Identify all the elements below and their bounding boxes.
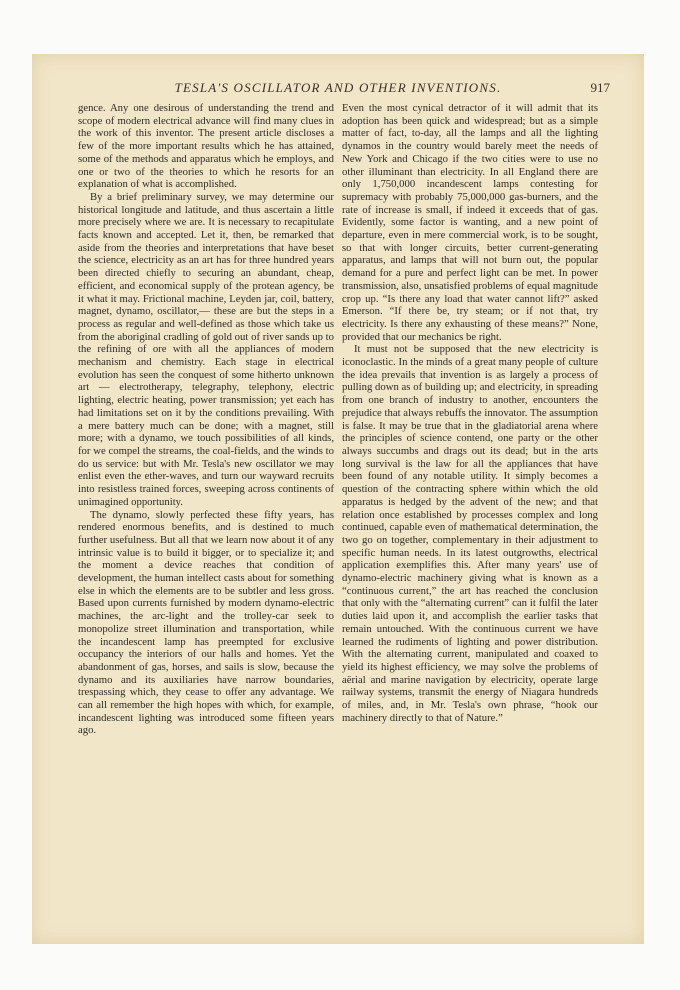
text-column-left	[78, 102, 334, 737]
paragraph: gence. Any one desirous of understanding the trend and scope of modern electrical advance will find many clues in the work of this inventor. The present article discloses a few of the more important results which he has attained, some of the methods and apparatus which he employs, and one or two of the theories to which he resorts for an explanation of what is accomplished.	[78, 102, 334, 191]
book-page	[32, 54, 644, 944]
running-title: TESLA'S OSCILLATOR AND OTHER INVENTIONS.	[174, 80, 502, 95]
paragraph: It must not be supposed that the new electricity is iconoclastic. In the minds of a great many people of culture the idea prevails that invention is as largely a process of pulling down as of building up; and electricity, in spreading from one branch of industry to another, encounters the prejudice that always rebuffs the innovator. The assumption is false. It may be true that in the gladiatorial arena where the principles of science contend, one party or the other always succumbs and drags out its dead; but in the arts long survival is the law for all the appliances that have been found of any notable utility. It simply becomes a question of the contracting sphere within which the old apparatus is hedged by the advent of the new; and that relation once established by processes complex and long continued, capable even of mathematical determination, the two go on together, complementary in their adjustment to specific human needs. In its latest outgrowths, electrical application exemplifies this. After many years' use of dynamo-electric machinery giving what is known as a “continuous current,” the art has reached the conclusion that only with the “alternating current” can it fulfil the later duties laid upon it, and accomplish the earlier tasks that remain untouched. With the continuous current we have learned the rudiments of lighting and power distribution. With the alternating current, manipulated and coaxed to yield its highest efficiency, we may solve the problems of aërial and marine navigation by electricity, operate large railway systems, transmit the energy of Niagara hundreds of miles, and, in Mr. Tesla's own phrase, “hook our machinery directly to that of Nature.”	[342, 343, 598, 724]
paragraph: The dynamo, slowly perfected these fifty years, has rendered enormous benefits, and is destined to much further usefulness. But all that we learn now about it of any intrinsic value is to build it bigger, or to specialize it; and the moment a device reaches that condition of development, the human intellect casts about for something else in which the elements are to be subtler and less gross. Based upon currents furnished by modern dynamo-electric machines, the arc-light and the trolley-car seek to monopolize street illumination and transportation, while the incandescent lamp has preempted for exclusive occupancy the interiors of our halls and homes. Yet the abandonment of gas, horses, and sails is slow, because the dynamo and its auxiliaries have narrow boundaries, trespassing which, they cease to offer any advantage. We can all remember the high hopes with which, for example, incandescent lighting was introduced some fifteen years ago.	[78, 508, 334, 737]
page-header	[32, 80, 644, 100]
page-number: 917	[590, 80, 610, 95]
text-column-right	[342, 102, 598, 724]
paragraph: By a brief preliminary survey, we may determine our historical longitude and latitude, and thus ascertain a little more precisely where we are. It is necessary to recapitulate facts known and accepted. Let it, then, be remarked that aside from the theories and interpretations that have beset the science, electricity as an art has for three hundred years been directed chiefly to securing an abundant, cheap, efficient, and economical supply of the protean agency, be it what it may. Frictional machine, Leyden jar, coil, battery, magnet, dynamo, oscillator,— these are but the steps in a process as regular and well-defined as those which take us from the aboriginal cradling of gold out of river sands up to the refining of ore with all the appliances of modern mechanism and chemistry. Each stage in electrical evolution has seen the conquest of some hitherto unknown art — electrotherapy, telegraphy, telephony, electric lighting, electric heating, power transmission; yet each has had limitations set on it by the conditions prevailing. With a mere battery much can be done; with a magnet, still more; with a dynamo, we touch possibilities of all kinds, for we compel the streams, the coal-fields, and the winds to do us service: but with Mr. Tesla's new oscillator we may enlist even the ether-waves, and turn our wayward recruits into resistless trained forces, sweeping across continents of unimagined opportunity.	[78, 190, 334, 508]
paragraph: Even the most cynical detractor of it will admit that its adoption has been quick and widespread; but as a simple matter of fact, to-day, all the lamps and all the lighting dynamos in the country would barely meet the needs of New York and Chicago if the two cities were to use no other illuminant than electricity. In all England there are only 1,750,000 incandescent lamps contesting for supremacy with probably 75,000,000 gas-burners, and the rate of increase is small, if indeed it exceeds that of gas. Evidently, some factor is wanting, and a new point of departure, even in mere commercial work, is to be sought, so that with longer circuits, better current-generating apparatus, and lamps that will not burn out, the popular demand for a pure and perfect light can be met. In power transmission, also, unsatisfied problems of equal magnitude crop up. “Is there any load that water cannot lift?” asked Emerson. “If there be, try steam; or if not that, try electricity. Is there any exhausting of these means?” None, provided that our mechanics be right.	[342, 102, 598, 343]
